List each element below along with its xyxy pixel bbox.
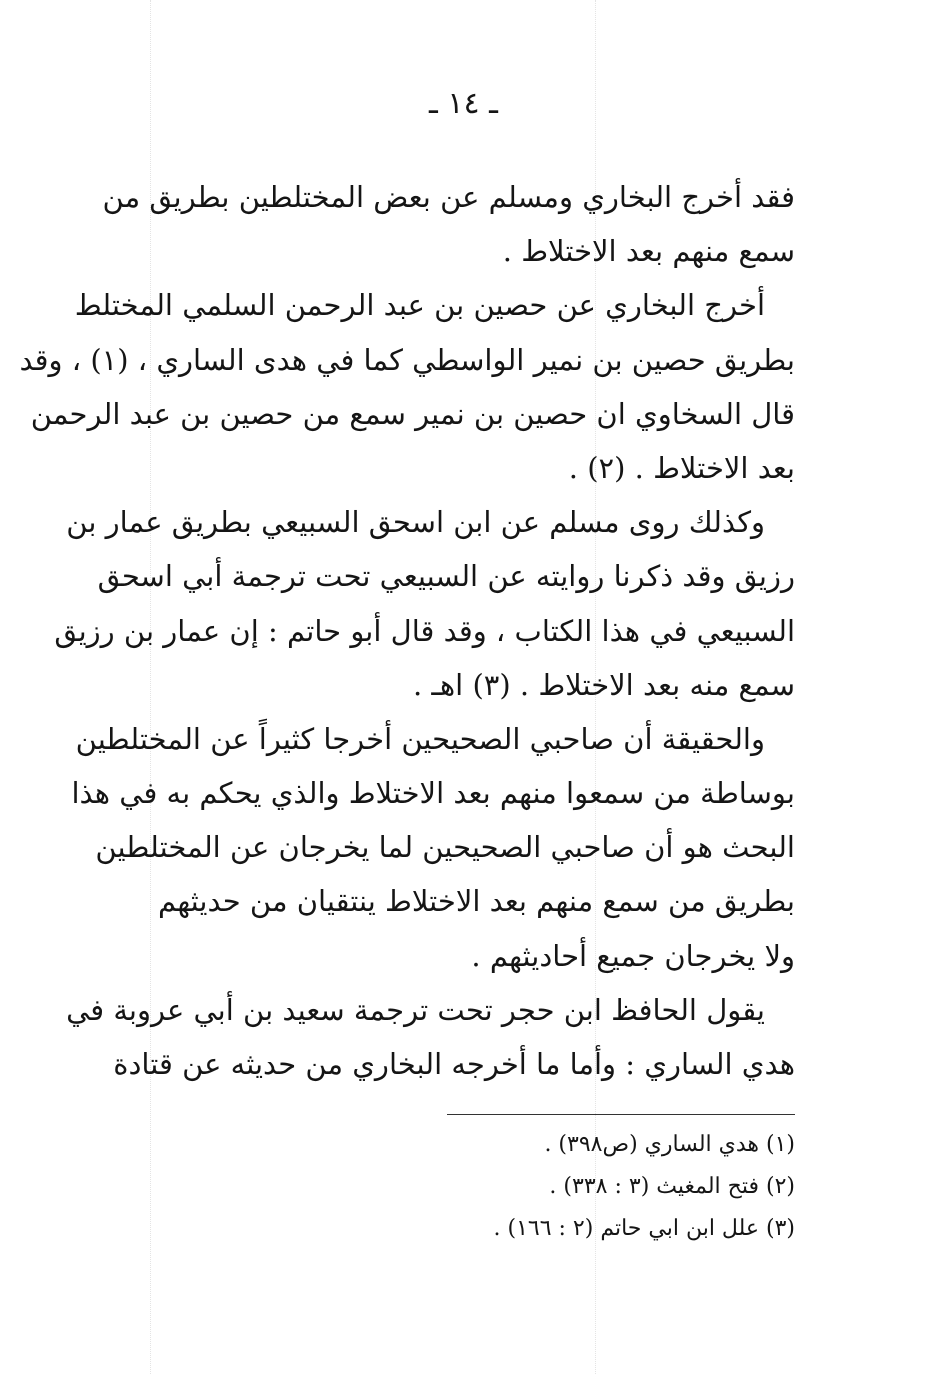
text-line: وكذلك روى مسلم عن ابن اسحق السبيعي بطريق عمار بن	[66, 505, 765, 540]
text-line: ولا يخرجان جميع أحاديثهم .	[471, 938, 795, 973]
footnote: (٣) علل ابن ابي حاتم (٢ : ١٦٦) .	[493, 1216, 795, 1241]
text-line: السبيعي في هذا الكتاب ، وقد قال أبو حاتم : إن عمار بن رزيق	[54, 613, 795, 648]
text-line: البحث هو أن صاحبي الصحيحين لما يخرجان عن المختلطين	[95, 830, 795, 865]
page-number: ـ ١٤ ـ	[429, 86, 498, 121]
text-line: بعد الاختلاط . (٢) .	[568, 450, 795, 485]
footnotes	[85, 1124, 795, 1250]
text-line: بطريق حصين بن نمير الواسطي كما في هدى الساري ، (١) ، وقد	[19, 342, 795, 377]
footnote: (١) هدي الساري (ص٣٩٨) .	[544, 1132, 795, 1157]
text-line: قال السخاوي ان حصين بن نمير سمع من حصين بن عبد الرحمن	[30, 396, 795, 431]
text-line: يقول الحافظ ابن حجر تحت ترجمة سعيد بن أبي عروبة في	[66, 992, 765, 1027]
text-line: والحقيقة أن صاحبي الصحيحين أخرجا كثيراً عن المختلطين	[75, 721, 765, 756]
footnote-separator	[447, 1114, 795, 1115]
text-line: بطريق من سمع منهم بعد الاختلاط ينتقيان من حديثهم	[158, 884, 795, 919]
text-line: سمع منه بعد الاختلاط . (٣) اهـ .	[412, 667, 795, 702]
footnote: (٢) فتح المغيث (٣ : ٣٣٨) .	[549, 1174, 795, 1199]
text-line: هدي الساري : وأما ما أخرجه البخاري من حديثه عن قتادة	[113, 1047, 795, 1081]
text-line: رزيق وقد ذكرنا روايته عن السبيعي تحت ترجمة أبي اسحق	[97, 559, 795, 594]
text-line: سمع منهم بعد الاختلاط .	[502, 234, 795, 269]
text-line: أخرج البخاري عن حصين بن عبد الرحمن السلمي المختلط	[74, 288, 765, 323]
body-text	[19, 170, 795, 1091]
text-line: بوساطة من سمعوا منهم بعد الاختلاط والذي يحكم به في هذا	[71, 776, 795, 811]
text-line: فقد أخرج البخاري ومسلم عن بعض المختلطين بطريق من	[102, 180, 795, 214]
